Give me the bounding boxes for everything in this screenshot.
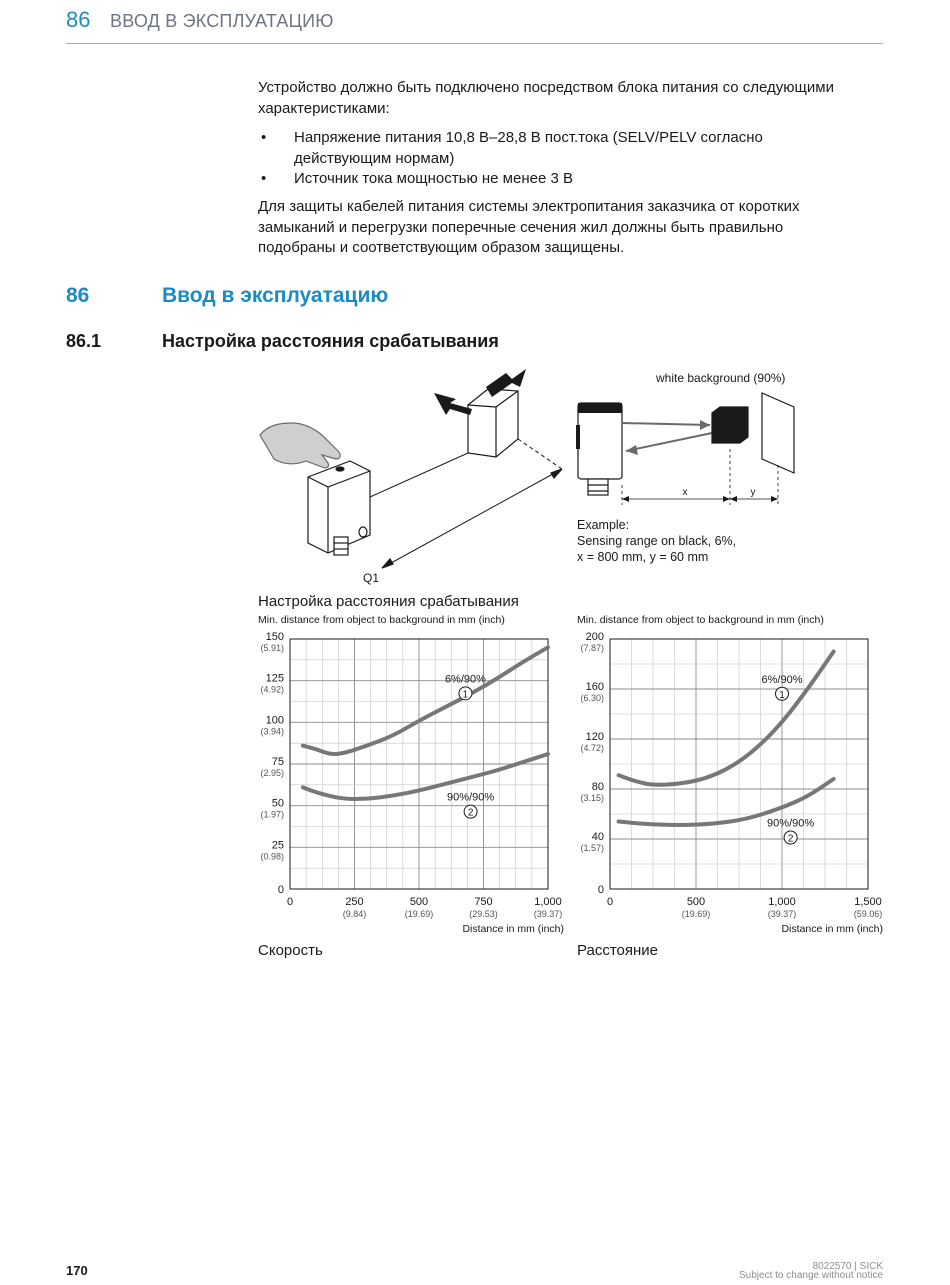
chart-x-axis-label: Distance in mm (inch) — [462, 923, 564, 935]
x-tick-inch-label: (39.37) — [533, 909, 563, 919]
sensor-illustration — [260, 369, 562, 568]
list-item — [258, 169, 858, 190]
chart-y-ticks — [580, 631, 604, 896]
y-tick-label: 0 — [277, 884, 284, 896]
intro-paragraph: Устройство должно быть подключено посредством блока питания со следующими характеристиками: — [258, 79, 834, 117]
chart-speed — [258, 614, 564, 959]
y-tick-inch-label: (4.92) — [260, 684, 284, 695]
y-tick-inch-label: (6.30) — [580, 693, 604, 703]
sensor-side-body — [578, 403, 622, 479]
chapter-number: 86 — [66, 7, 91, 32]
y-tick-inch-label: (1.57) — [580, 843, 604, 853]
protection-paragraph: Для защиты кабелей питания системы электропитания заказчика от коротких замыканий и перегрузки поперечные сечения жил должны быть правильно подобраны и соответствующим образом защищены. — [258, 198, 800, 256]
x-tick-label: 1,500 — [854, 896, 882, 908]
connector — [334, 537, 348, 555]
y-tick-label: 25 — [271, 839, 284, 852]
x-tick-label: 0 — [286, 896, 294, 908]
x-tick-label: 500 — [686, 896, 706, 908]
x-tick-inch-label: (59.06) — [853, 909, 883, 919]
chart-y-axis-label: Min. distance from object to background in mm (inch) — [258, 614, 505, 626]
subsection-number: 86.1 — [66, 331, 102, 351]
requirements-list — [258, 128, 858, 190]
white-background-panel — [762, 393, 794, 473]
section-title: Ввод в эксплуатацию — [162, 284, 389, 307]
y-tick-label: 80 — [591, 781, 604, 793]
x-tick-label: 500 — [409, 896, 429, 908]
y-tick-label: 0 — [597, 884, 604, 896]
page-number: 170 — [66, 1263, 88, 1278]
y-tick-inch-label: (1.97) — [260, 809, 284, 820]
y-tick-inch-label: (0.98) — [260, 851, 284, 862]
chart-caption: Расстояние — [577, 942, 659, 959]
x-tick-inch-label: (29.53) — [469, 909, 498, 919]
y-tick-label: 120 — [585, 731, 604, 743]
header-divider — [66, 43, 883, 44]
series-label: 90%/90% — [767, 817, 815, 830]
chart-x-ticks — [607, 896, 882, 919]
y-tick-inch-label: (3.15) — [580, 793, 604, 803]
list-item-text: Источник тока мощностью не менее 3 В — [294, 170, 573, 187]
series-label: 6%/90% — [761, 673, 803, 686]
change-notice: Subject to change without notice — [739, 1270, 883, 1281]
x-tick-label: 1,000 — [534, 896, 562, 908]
example-line-1: Sensing range on black, 6%, — [577, 534, 737, 548]
x-tick-inch-label: (39.37) — [767, 909, 797, 919]
y-dimension-label: y — [750, 487, 756, 498]
x-tick-inch-label: (19.69) — [681, 909, 711, 919]
black-object — [712, 407, 748, 443]
x-tick-inch-label: (19.69) — [404, 909, 434, 919]
y-tick-inch-label: (7.87) — [580, 643, 604, 653]
y-tick-inch-label: (4.72) — [580, 743, 604, 753]
series-marker-number: 2 — [467, 807, 474, 819]
teach-button — [336, 467, 344, 471]
arrow-out-icon — [434, 393, 472, 415]
series-label: 90%/90% — [447, 791, 495, 804]
series-marker-number: 2 — [787, 833, 794, 845]
chart-caption: Скорость — [258, 942, 323, 959]
charts-title: Настройка расстояния срабатывания — [258, 593, 519, 610]
y-tick-label: 75 — [271, 756, 284, 768]
background-label: white background (90%) — [656, 371, 786, 385]
example-title: Example: — [577, 518, 630, 532]
chart-y-ticks — [260, 631, 284, 896]
y-tick-inch-label: (2.95) — [260, 768, 284, 778]
hand-icon — [260, 423, 340, 468]
bullet-dot: • — [261, 129, 267, 146]
chart-y-axis-label: Min. distance from object to background in mm (inch) — [577, 614, 824, 626]
x-tick-label: 1,000 — [768, 896, 796, 908]
series-marker-number: 1 — [779, 689, 785, 701]
y-tick-inch-label: (3.94) — [260, 726, 284, 737]
x-dimension-label: x — [682, 487, 688, 498]
x-tick-label: 0 — [606, 896, 614, 908]
x-tick-label: 750 — [474, 896, 493, 908]
y-tick-label: 150 — [265, 631, 284, 643]
y-tick-label: 160 — [585, 681, 604, 693]
subsection-title: Настройка расстояния срабатывания — [162, 331, 499, 351]
bullet-dot: • — [261, 170, 267, 187]
chart-x-ticks — [287, 896, 562, 919]
y-tick-label: 100 — [265, 714, 284, 727]
y-tick-label: 200 — [585, 631, 604, 643]
y-tick-inch-label: (5.91) — [260, 643, 284, 653]
sensor-label: Q1 — [363, 571, 380, 585]
document-reference: 8022570 | SICK — [812, 1261, 883, 1272]
x-tick-label: 250 — [345, 896, 364, 908]
y-tick-label: 50 — [271, 797, 284, 810]
y-tick-label: 40 — [591, 831, 604, 843]
object-box — [468, 389, 518, 457]
list-item-text: Напряжение питания 10,8 В–28,8 В пост.тока (SELV/PELV согласно действующим нормам) — [294, 129, 763, 167]
x-tick-inch-label: (9.84) — [342, 909, 367, 919]
chart-distance — [577, 614, 883, 959]
list-item — [258, 128, 858, 169]
y-tick-label: 125 — [265, 672, 284, 685]
chapter-title: ВВОД В ЭКСПЛУАТАЦИЮ — [110, 11, 334, 31]
chart-x-axis-label: Distance in mm (inch) — [781, 923, 883, 935]
series-marker-number: 1 — [462, 689, 469, 701]
section-number: 86 — [66, 284, 90, 307]
sensing-range-figure — [250, 365, 890, 965]
example-line-2: x = 800 mm, y = 60 mm — [577, 550, 709, 564]
series-label: 6%/90% — [444, 673, 486, 686]
